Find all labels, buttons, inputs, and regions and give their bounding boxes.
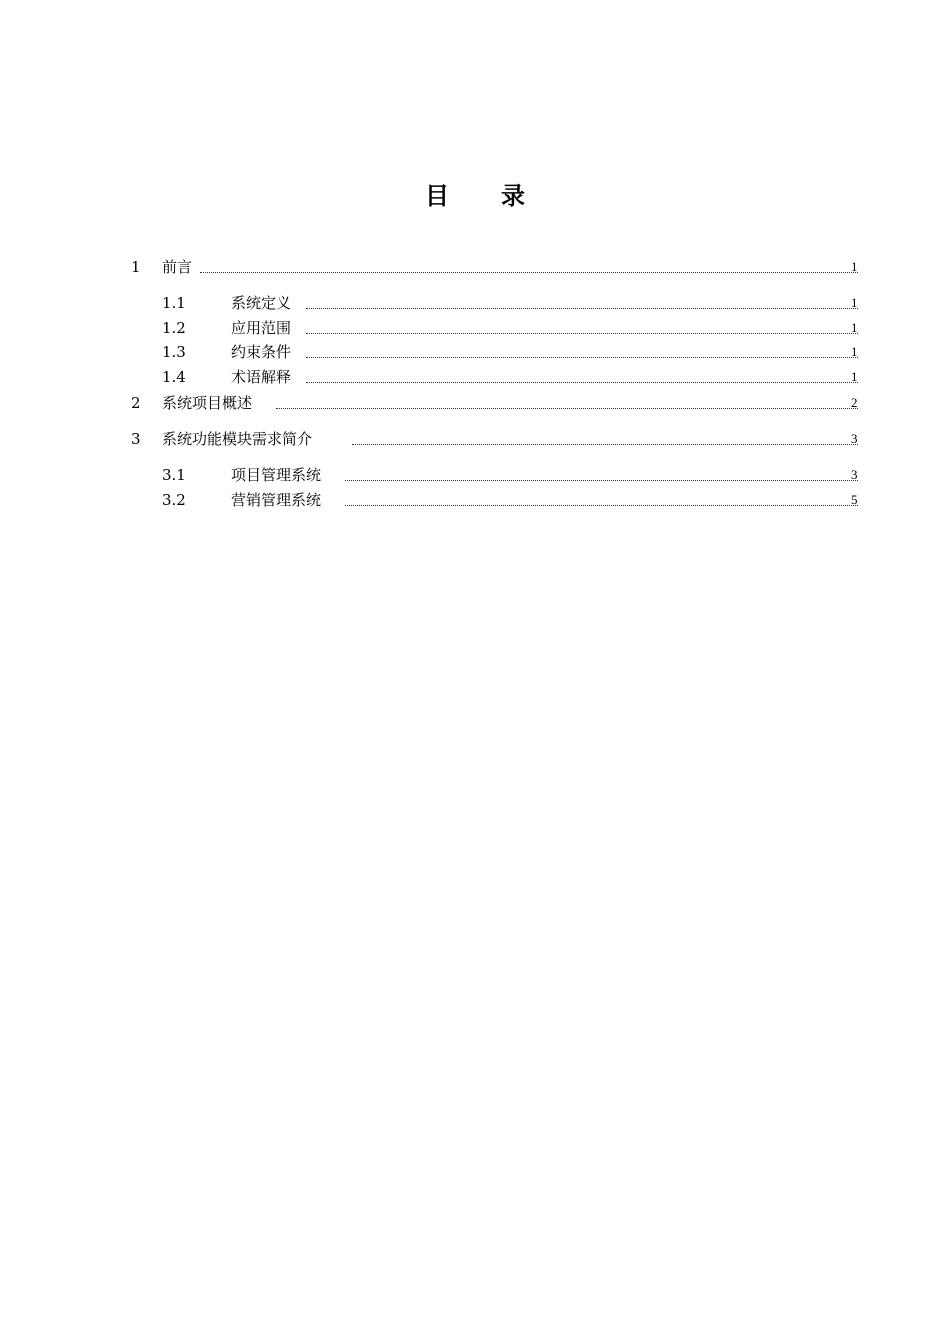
toc-entry-3-2[interactable] (0, 489, 950, 511)
toc-entry-text: 项目管理系统 (231, 466, 322, 484)
toc-leader-dots (352, 428, 858, 450)
toc-title-char-1: 目 (425, 181, 449, 210)
toc-leader-dots (345, 464, 858, 486)
toc-entry-text: 系统定义 (231, 294, 292, 312)
toc-leader-dots (276, 392, 858, 414)
toc-entry-text: 系统项目概述 (162, 394, 253, 412)
toc-entry-number: 2 (131, 394, 141, 412)
toc-entry-1-1[interactable] (0, 292, 950, 314)
toc-entry-number: 1.2 (162, 319, 186, 337)
toc-entry-1-2[interactable] (0, 317, 950, 339)
toc-entry-page: 3 (851, 431, 858, 446)
toc-entry-number: 1 (131, 258, 141, 276)
toc-entry-page: 1 (851, 369, 858, 384)
toc-entry-text: 术语解释 (231, 368, 292, 386)
toc-entry-number: 3.1 (162, 466, 186, 484)
toc-entry-number: 1.4 (162, 368, 186, 386)
toc-entry-3-1[interactable] (0, 464, 950, 486)
toc-entry-page: 3 (851, 467, 858, 482)
toc-entry-number: 1.1 (162, 294, 186, 312)
toc-leader-dots (306, 317, 858, 339)
toc-entry-number: 3 (131, 430, 141, 448)
toc-entry-text: 应用范围 (231, 319, 292, 337)
toc-entry-page: 2 (851, 395, 858, 410)
toc-leader-dots (345, 489, 858, 511)
toc-entry-page: 1 (851, 344, 858, 359)
toc-entry-text: 营销管理系统 (231, 491, 322, 509)
toc-entry-text: 系统功能模块需求简介 (162, 430, 313, 448)
toc-entry-1[interactable] (0, 256, 950, 278)
toc-entry-2[interactable] (0, 392, 950, 414)
toc-entry-page: 1 (851, 320, 858, 335)
toc-entry-page: 1 (851, 295, 858, 310)
toc-entry-number: 3.2 (162, 491, 186, 509)
toc-title-char-2: 录 (501, 181, 525, 210)
toc-entry-text: 前言 (162, 258, 193, 276)
toc-leader-dots (306, 292, 858, 314)
toc-entry-1-4[interactable] (0, 366, 950, 388)
toc-entry-1-3[interactable] (0, 341, 950, 363)
toc-leader-dots (306, 366, 858, 388)
toc-entry-3[interactable] (0, 428, 950, 450)
toc-entry-text: 约束条件 (231, 343, 292, 361)
toc-entry-number: 1.3 (162, 343, 186, 361)
toc-entry-page: 1 (851, 259, 858, 274)
toc-entry-page: 5 (851, 492, 858, 507)
toc-leader-dots (306, 341, 858, 363)
toc-title (0, 176, 950, 211)
toc-leader-dots (200, 256, 858, 278)
